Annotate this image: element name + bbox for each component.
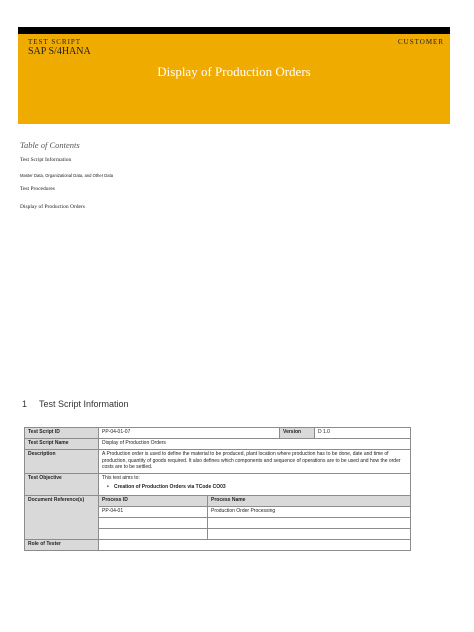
process-id-cell	[99, 529, 208, 540]
product-name: SAP S/4HANA	[28, 46, 91, 57]
document-type-label: TEST SCRIPT	[28, 38, 82, 46]
process-id-cell: PP-04-01	[99, 507, 208, 518]
table-row	[25, 496, 411, 507]
script-name-label: Test Script Name	[25, 439, 99, 450]
process-name-cell	[208, 529, 411, 540]
table-row	[25, 450, 411, 474]
table-row	[25, 439, 411, 450]
objective-label: Test Objective	[25, 474, 99, 496]
title-banner	[18, 34, 450, 124]
objective-item: • Creation of Production Orders via TCode CO03	[114, 484, 407, 491]
process-name-cell	[208, 518, 411, 529]
process-id-header: Process ID	[99, 496, 208, 507]
process-name-header: Process Name	[208, 496, 411, 507]
script-id-label: Test Script ID	[25, 428, 99, 439]
doc-reference-label: Document Reference(s)	[25, 496, 99, 540]
toc-heading: Table of Contents	[20, 140, 80, 150]
role-label: Role of Tester	[25, 540, 99, 551]
toc-entry-master-data[interactable]: Master Data, Organizational Data, and Other Data	[20, 173, 114, 178]
version-label: Version	[280, 428, 315, 439]
toc-entry-display-production-orders[interactable]: Display of Production Orders	[20, 204, 85, 210]
table-row	[25, 428, 411, 439]
section-heading	[22, 399, 129, 409]
objective-value	[99, 474, 411, 496]
section-title: Test Script Information	[39, 399, 129, 409]
process-name-cell: Production Order Processing	[208, 507, 411, 518]
toc-entry-test-script-information[interactable]: Test Script Information	[20, 157, 72, 163]
table-row	[25, 474, 411, 496]
description-label: Description	[25, 450, 99, 474]
role-value	[99, 540, 411, 551]
description-value: A Production order is used to define the material to be produced, plant location where production has to be done, date and time of production, quantity of goods required. It also defines which components and sequence of operations are to be used and how the order costs are to be settled.	[99, 450, 411, 474]
toc-entry-test-procedures[interactable]: Test Procedures	[20, 186, 55, 192]
document-title: Display of Production Orders	[157, 64, 311, 79]
objective-intro: This test aims to:	[102, 475, 140, 481]
table-row	[25, 540, 411, 551]
version-value: D 1.0	[315, 428, 411, 439]
process-id-cell	[99, 518, 208, 529]
section-number: 1	[22, 399, 28, 409]
test-script-info-table	[24, 427, 411, 551]
audience-label: CUSTOMER	[398, 38, 444, 46]
script-name-value: Display of Production Orders	[99, 439, 411, 450]
objective-list	[102, 484, 407, 491]
header-black-bar	[18, 27, 450, 34]
script-id-value: PP-04-01-07	[99, 428, 280, 439]
